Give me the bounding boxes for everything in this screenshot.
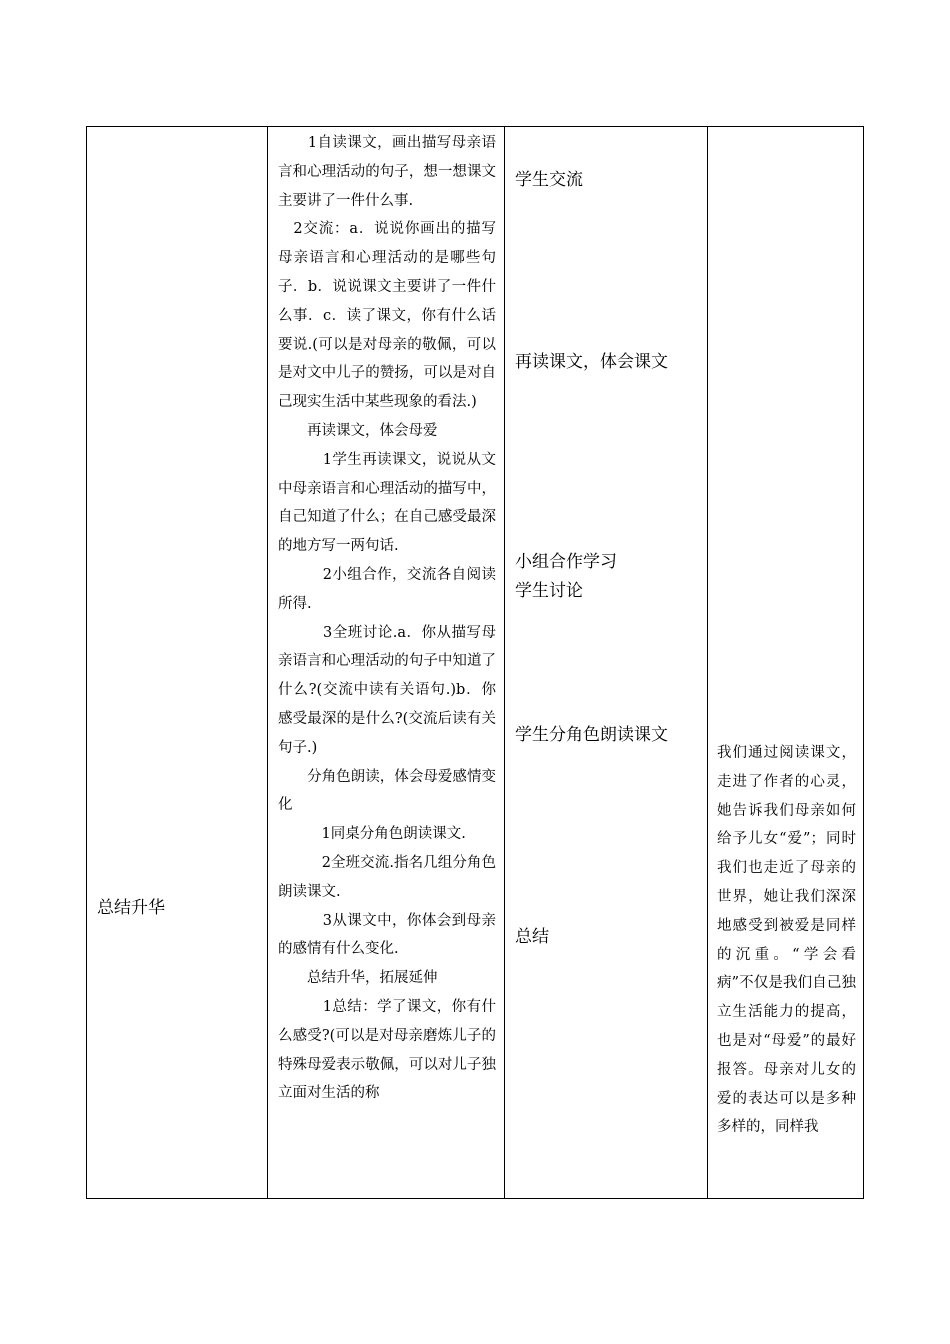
student-activity-column — [505, 127, 708, 1198]
activity-discussion: 学生讨论 — [515, 581, 583, 601]
process-paragraph: 分角色朗读，体会母爱感情变化 — [278, 768, 496, 814]
process-paragraph: 2小组合作，交流各自阅读所得. — [278, 566, 496, 612]
activity-exchange: 学生交流 — [515, 170, 583, 190]
process-paragraph: 再读课文，体会母爱 — [278, 422, 438, 439]
design-intent-text: 我们通过阅读课文，走进了作者的心灵，她告诉我们母亲如何给予儿女“爱”；同时我们也走近了母亲的世界，她让我们深深地感受到被爱是同样的沉重。“学会看病”不仅是我们自己独立生活能力的提高，也是对“母爱”的最好报答。母亲对儿女的爱的表达可以是多种多样的，同样我 — [717, 745, 856, 1136]
process-paragraph: 1学生再读课文，说说从文中母亲语言和心理活动的描写中，自己知道了什么；在自己感受最深的地方写一两句话. — [278, 451, 496, 555]
activity-reread: 再读课文，体会课文 — [515, 352, 668, 372]
teaching-process-text — [278, 129, 496, 1108]
lesson-plan-table — [86, 126, 864, 1199]
design-intent-column — [708, 127, 863, 1198]
activity-group-study: 小组合作学习 — [515, 552, 617, 572]
teaching-process-column — [268, 127, 505, 1198]
activity-role-reading: 学生分角色朗读课文 — [515, 725, 668, 745]
activity-summary: 总结 — [515, 927, 549, 947]
process-paragraph: 总结升华，拓展延伸 — [278, 970, 438, 987]
process-paragraph: 3从课文中，你体会到母亲的感情有什么变化. — [278, 912, 496, 958]
process-paragraph: 1总结：学了课文，你有什么感受?(可以是对母亲磨炼儿子的特殊母爱表示敬佩，可以对儿子独立面对生活的称 — [278, 998, 496, 1102]
section-column — [87, 127, 268, 1198]
section-label: 总结升华 — [97, 898, 165, 918]
process-paragraph: 1同桌分角色朗读课文. — [278, 826, 466, 843]
process-paragraph: 2交流：a．说说你画出的描写母亲语言和心理活动的是哪些句子．b．说说课文主要讲了一件什么事．c．读了课文，你有什么话要说.(可以是对母亲的敬佩，可以是对文中儿子的赞扬，可以是对自己现实生活中某些现象的看法.) — [278, 221, 496, 411]
process-paragraph: 1自读课文，画出描写母亲语言和心理活动的句子，想一想课文主要讲了一件什么事. — [278, 135, 496, 209]
process-paragraph: 3全班讨论.a．你从描写母亲语言和心理活动的句子中知道了什么?(交流中读有关语句.)b．你感受最深的是什么?(交流后读有关句子.) — [278, 624, 496, 756]
process-paragraph: 2全班交流.指名几组分角色朗读课文. — [278, 854, 496, 900]
